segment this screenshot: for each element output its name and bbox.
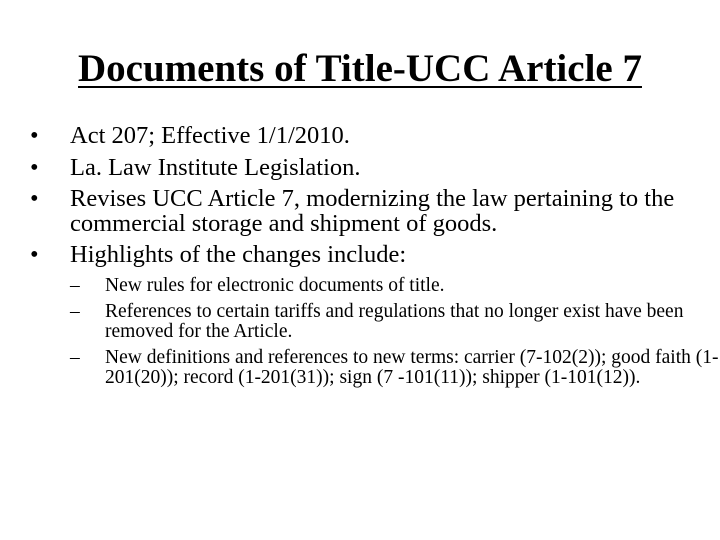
bullet-marker: • (30, 122, 39, 149)
sub-bullet-item (70, 302, 720, 342)
sub-bullet-list (70, 274, 719, 388)
bullet-marker: • (30, 185, 39, 212)
sub-bullet-marker: – (70, 346, 80, 368)
bullet-text: Act 207; Effective 1/1/2010. (70, 122, 350, 149)
sub-bullet-text: References to certain tariffs and regulations that no longer exist have been removed for the Article. (105, 300, 684, 342)
slide-title (0, 44, 720, 94)
bullet-item (30, 241, 719, 388)
slide-title-text: Documents of Title-UCC Article 7 (78, 47, 642, 90)
sub-bullet-item (70, 348, 720, 388)
bullet-marker: • (30, 153, 39, 181)
bullet-text: La. Law Institute Legislation. (70, 153, 361, 181)
sub-bullet-text: New definitions and references to new terms: carrier (7-102(2)); good faith (1-201(20)); record (1-201(31)); sign (7 -101(11)); shipper (1-101(12)). (105, 346, 719, 388)
bullet-text: Highlights of the changes include: (70, 241, 407, 268)
sub-bullet-item (70, 276, 720, 296)
sub-bullet-marker: – (70, 274, 80, 296)
bullet-text: Revises UCC Article 7, modernizing the law pertaining to the commercial storage and shipment of goods. (70, 185, 675, 237)
bullet-item (30, 124, 690, 149)
bullet-item (30, 187, 690, 236)
bullet-marker: • (30, 241, 39, 268)
sub-bullet-text: New rules for electronic documents of title. (105, 274, 445, 296)
bullet-list (30, 122, 719, 395)
bullet-item (30, 153, 690, 181)
sub-bullet-marker: – (70, 300, 80, 322)
